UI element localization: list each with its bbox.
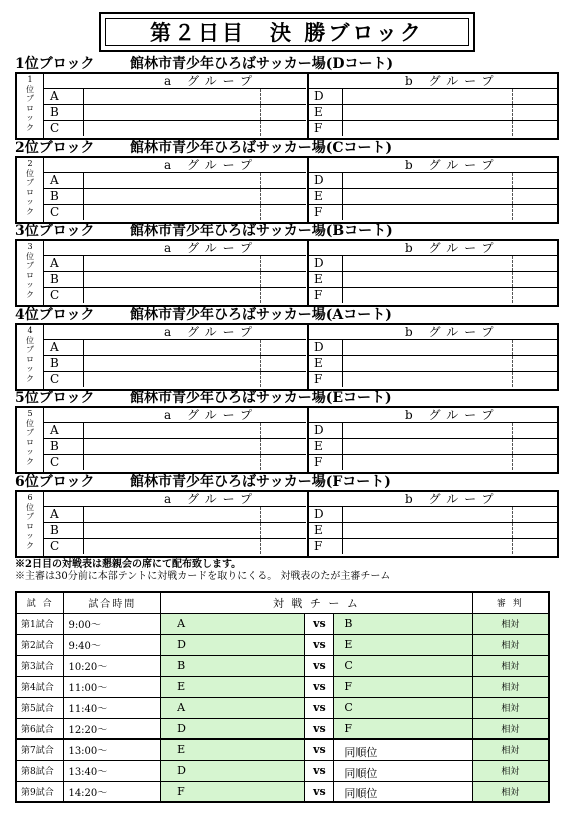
side-char: 3 [27,242,33,251]
team-label: B [44,189,84,204]
match-number: 第9試合 [16,781,64,802]
block-rank: 5位ブロック [15,390,95,406]
block-header [15,474,391,490]
side-char: ッ [26,531,34,540]
block-header [15,390,392,406]
group-b-row [309,371,557,387]
team-b: 同順位 [334,781,472,802]
group-a-row [44,454,306,470]
match-number: 第3試合 [16,655,64,676]
vs-label: vs [305,781,334,802]
schedule-row [16,676,549,697]
side-char: 6 [27,493,33,502]
schedule-row [16,718,549,739]
team-a: E [161,739,305,760]
group-a-row [44,339,306,355]
block-table [15,239,559,307]
block-venue: 館林市青少年ひろばサッカー場(Dコート) [130,56,394,72]
group-b-row [309,454,557,470]
team-label: F [309,205,343,220]
group-b-header: b グループ [405,74,500,88]
team-label: D [309,340,343,355]
group-b-row [309,422,557,438]
group-a [44,325,306,389]
team-entry-cell [84,372,261,387]
referee: 相対 [472,739,549,760]
vs-label: vs [305,760,334,781]
referee: 相対 [472,718,549,739]
block-rank: 2位ブロック [15,140,95,156]
side-char: ロ [26,270,34,280]
group-a-header: a グループ [164,241,259,255]
team-b: F [334,676,472,697]
team-label: B [44,105,84,120]
vs-label: vs [305,739,334,760]
match-time: 11:40～ [64,697,161,718]
side-char: ロ [26,521,34,531]
block-side-label [17,492,44,556]
team-entry-cell [84,256,261,271]
team-a: D [161,634,305,655]
group-b-row [309,88,557,104]
team-b: B [334,613,472,634]
block-header [15,223,393,239]
team-label: E [309,523,343,538]
group-b-row [309,172,557,188]
match-number: 第1試合 [16,613,64,634]
group-a-row [44,438,306,454]
side-char: ッ [26,447,34,456]
team-label: E [309,356,343,371]
team-entry-cell [343,507,513,522]
team-label: D [309,173,343,188]
group-b-row [309,287,557,303]
group-b-row [309,120,557,136]
team-label: D [309,423,343,438]
group-b [307,492,557,556]
team-entry-cell [84,189,261,204]
vs-label: vs [305,697,334,718]
team-a: E [161,676,305,697]
group-b-row [309,355,557,371]
referee: 相対 [472,781,549,802]
team-label: C [44,372,84,387]
group-b-header: b グループ [405,408,500,422]
group-a-row [44,172,306,188]
side-char: ブ [26,261,34,270]
side-char: ッ [26,364,34,373]
block-table [15,490,559,558]
team-entry-cell [84,507,261,522]
group-b-row [309,339,557,355]
block-side-label [17,158,44,222]
group-b [307,241,557,305]
team-entry-cell [343,288,513,303]
team-entry-cell [84,272,261,287]
team-entry-cell [84,455,261,470]
group-b-row [309,522,557,538]
team-label: C [44,455,84,470]
group-b-row [309,204,557,220]
block-rank: 4位ブロック [15,307,95,323]
team-entry-cell [84,439,261,454]
side-char: ブ [26,178,34,187]
schedule-row [16,613,549,634]
team-entry-cell [84,539,261,554]
team-entry-cell [343,340,513,355]
group-a-row [44,422,306,438]
block-header [15,140,392,156]
block-header [15,307,392,323]
block-table [15,323,559,391]
group-a-row [44,204,306,220]
block-table [15,406,559,474]
match-time: 10:20～ [64,655,161,676]
group-b-row [309,255,557,271]
team-entry-cell [343,439,513,454]
match-time: 13:40～ [64,760,161,781]
schedule-header-row [16,592,549,613]
team-label: F [309,288,343,303]
team-label: A [44,507,84,522]
group-b-header: b グループ [405,492,500,506]
team-label: E [309,272,343,287]
side-char: 5 [27,409,33,418]
side-char: ロ [26,187,34,197]
team-entry-cell [84,340,261,355]
team-label: F [309,372,343,387]
group-a-row [44,120,306,136]
page-title: 第２日目 決 勝ブロック [105,18,469,46]
block-side-label [17,325,44,389]
group-a [44,74,306,138]
team-label: A [44,423,84,438]
team-entry-cell [84,356,261,371]
group-a-header: a グループ [164,325,259,339]
side-char: 位 [26,84,34,94]
group-a-header: a グループ [164,158,259,172]
team-b: 同順位 [334,760,472,781]
side-char: ブ [26,94,34,103]
match-time: 11:00～ [64,676,161,697]
referee: 相対 [472,676,549,697]
team-entry-cell [84,173,261,188]
team-entry-cell [343,455,513,470]
schedule-row [16,781,549,802]
side-char: ッ [26,280,34,289]
team-label: D [309,89,343,104]
team-entry-cell [343,89,513,104]
team-b: C [334,697,472,718]
group-a-row [44,371,306,387]
group-b-header: b グループ [405,325,500,339]
side-char: ロ [26,103,34,113]
team-label: C [44,288,84,303]
team-a: A [161,697,305,718]
team-entry-cell [343,205,513,220]
group-b [307,158,557,222]
team-entry-cell [84,423,261,438]
team-entry-cell [84,523,261,538]
match-number: 第6試合 [16,718,64,739]
team-label: B [44,439,84,454]
group-b-row [309,538,557,554]
side-char: ロ [26,354,34,364]
header-time: 試合時間 [64,592,161,613]
match-number: 第4試合 [16,676,64,697]
side-char: ブ [26,512,34,521]
team-entry-cell [84,121,261,136]
group-b-header: b グループ [405,158,500,172]
team-label: A [44,173,84,188]
group-a-row [44,506,306,522]
team-entry-cell [343,356,513,371]
side-char: ロ [26,437,34,447]
block-side-label [17,408,44,472]
team-label: F [309,121,343,136]
side-char: ブ [26,428,34,437]
side-char: ブ [26,345,34,354]
group-a-row [44,255,306,271]
referee: 相対 [472,634,549,655]
group-b [307,325,557,389]
side-char: 位 [26,335,34,345]
header-teams: 対 戦 チ ー ム [161,592,473,613]
header-match: 試 合 [16,592,64,613]
group-a-row [44,355,306,371]
referee: 相対 [472,760,549,781]
side-char: ッ [26,197,34,206]
side-char: 2 [27,159,33,168]
block-side-label [17,74,44,138]
block-venue: 館林市青少年ひろばサッカー場(Aコート) [130,307,392,323]
side-char: ク [26,122,34,132]
team-entry-cell [84,89,261,104]
team-a: B [161,655,305,676]
header-referee: 審 判 [472,592,549,613]
side-char: ク [26,289,34,299]
schedule-row [16,739,549,760]
note-referee: ※主審は30分前に本部テントに対戦カードを取りにくる。 対戦表のたが主審チーム [15,571,391,582]
team-entry-cell [84,205,261,220]
group-a [44,408,306,472]
block-venue: 館林市青少年ひろばサッカー場(Fコート) [130,474,391,490]
side-char: 1 [27,75,33,84]
side-char: 位 [26,502,34,512]
team-entry-cell [84,288,261,303]
team-label: B [44,523,84,538]
block-rank: 6位ブロック [15,474,95,490]
team-label: C [44,205,84,220]
team-label: C [44,539,84,554]
team-label: B [44,272,84,287]
team-label: E [309,105,343,120]
group-a-row [44,271,306,287]
match-number: 第8試合 [16,760,64,781]
team-a: A [161,613,305,634]
block-rank: 3位ブロック [15,223,95,239]
team-label: D [309,256,343,271]
team-b: C [334,655,472,676]
referee: 相対 [472,613,549,634]
team-entry-cell [343,539,513,554]
match-number: 第7試合 [16,739,64,760]
title-box [99,12,475,52]
team-label: C [44,121,84,136]
team-entry-cell [343,272,513,287]
team-label: B [44,356,84,371]
team-label: E [309,439,343,454]
schedule-row [16,655,549,676]
team-label: F [309,539,343,554]
block-venue: 館林市青少年ひろばサッカー場(Eコート) [130,390,392,406]
team-entry-cell [343,423,513,438]
team-label: A [44,89,84,104]
group-a-header: a グループ [164,74,259,88]
block-side-label [17,241,44,305]
team-label: A [44,256,84,271]
side-char: ク [26,540,34,550]
team-label: D [309,507,343,522]
match-time: 9:00～ [64,613,161,634]
match-time: 9:40～ [64,634,161,655]
block-table [15,156,559,224]
group-a-header: a グループ [164,492,259,506]
group-b-row [309,188,557,204]
group-a-row [44,188,306,204]
block-venue: 館林市青少年ひろばサッカー場(Bコート) [130,223,393,239]
schedule-row [16,760,549,781]
side-char: ク [26,206,34,216]
match-time: 13:00～ [64,739,161,760]
team-label: E [309,189,343,204]
team-a: F [161,781,305,802]
block-rank: 1位ブロック [15,56,95,72]
match-time: 12:20～ [64,718,161,739]
side-char: ク [26,373,34,383]
team-label: A [44,340,84,355]
group-b-header: b グループ [405,241,500,255]
team-entry-cell [343,121,513,136]
side-char: ッ [26,113,34,122]
group-b-row [309,506,557,522]
match-schedule-table [15,591,550,803]
side-char: ク [26,456,34,466]
team-entry-cell [343,105,513,120]
group-a [44,158,306,222]
team-a: D [161,760,305,781]
group-a-header: a グループ [164,408,259,422]
side-char: 位 [26,168,34,178]
group-b-row [309,104,557,120]
match-time: 14:20～ [64,781,161,802]
group-b-row [309,438,557,454]
side-char: 位 [26,418,34,428]
referee: 相対 [472,697,549,718]
schedule-row [16,634,549,655]
referee: 相対 [472,655,549,676]
team-a: D [161,718,305,739]
vs-label: vs [305,676,334,697]
group-a-row [44,538,306,554]
team-entry-cell [343,173,513,188]
team-entry-cell [343,256,513,271]
team-entry-cell [343,523,513,538]
group-a [44,241,306,305]
team-b: 同順位 [334,739,472,760]
match-number: 第2試合 [16,634,64,655]
group-b [307,74,557,138]
vs-label: vs [305,634,334,655]
team-entry-cell [84,105,261,120]
match-number: 第5試合 [16,697,64,718]
team-b: F [334,718,472,739]
vs-label: vs [305,655,334,676]
group-a-row [44,287,306,303]
schedule-row [16,697,549,718]
group-b [307,408,557,472]
team-entry-cell [343,189,513,204]
team-entry-cell [343,372,513,387]
team-label: F [309,455,343,470]
vs-label: vs [305,718,334,739]
group-a-row [44,88,306,104]
block-table [15,72,559,140]
side-char: 位 [26,251,34,261]
group-a [44,492,306,556]
group-a-row [44,522,306,538]
block-venue: 館林市青少年ひろばサッカー場(Cコート) [130,140,393,156]
side-char: 4 [27,326,33,335]
vs-label: vs [305,613,334,634]
group-b-row [309,271,557,287]
team-b: E [334,634,472,655]
group-a-row [44,104,306,120]
note-distribution: ※2日目の対戦表は懇親会の席にて配布致します。 [15,559,242,570]
block-header [15,56,393,72]
